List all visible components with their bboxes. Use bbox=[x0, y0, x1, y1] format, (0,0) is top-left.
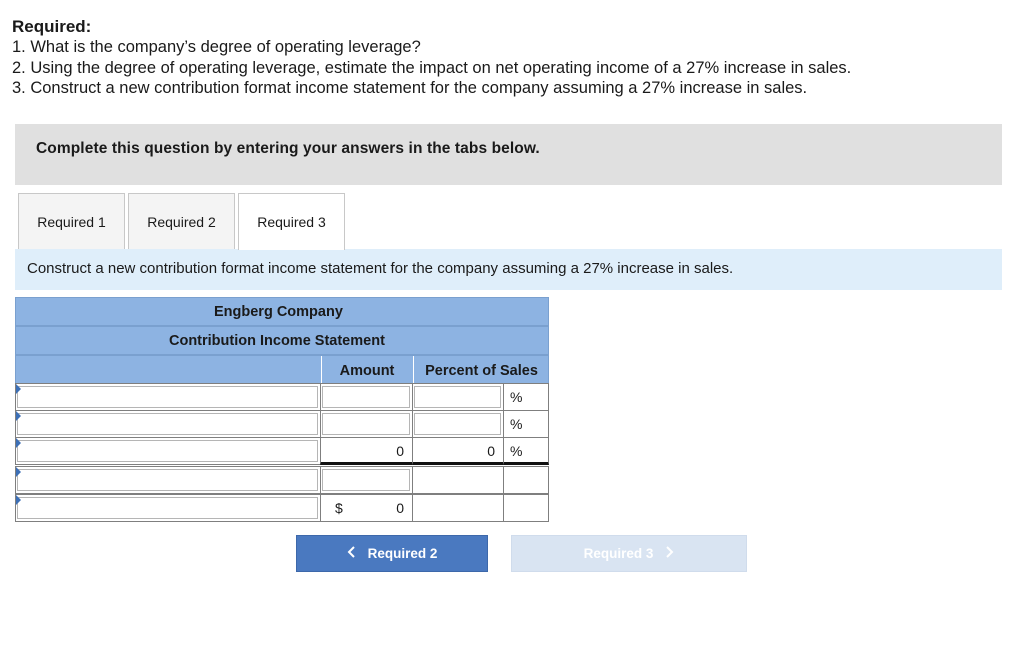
prev-required-2-button[interactable] bbox=[296, 535, 488, 572]
dropdown-flag-icon bbox=[16, 384, 21, 394]
percent-symbol bbox=[503, 466, 549, 494]
currency-symbol: $ bbox=[335, 500, 343, 516]
percent-value: 0 bbox=[412, 437, 504, 465]
company-name: Engberg Company bbox=[214, 304, 343, 320]
dropdown-flag-icon bbox=[16, 411, 21, 421]
percent-symbol: % bbox=[503, 383, 549, 411]
percent-cell bbox=[412, 494, 504, 522]
row-label-input[interactable] bbox=[15, 437, 321, 465]
statement-title-row bbox=[15, 326, 549, 355]
statement-title: Contribution Income Statement bbox=[169, 333, 385, 349]
tab-required-3[interactable]: Required 3 bbox=[238, 193, 345, 250]
requirement-2: 2. Using the degree of operating leverage, estimate the impact on net operating income of a 27% increase in sales. bbox=[12, 58, 852, 77]
table-row bbox=[15, 383, 549, 411]
table-row bbox=[15, 466, 549, 494]
tab-required-2[interactable]: Required 2 bbox=[128, 193, 235, 249]
dropdown-flag-icon bbox=[16, 495, 21, 505]
row-label-input[interactable] bbox=[15, 494, 321, 522]
amount-input[interactable] bbox=[320, 410, 413, 438]
instruction-text: Construct a new contribution format income statement for the company assuming a 27% increase in sales. bbox=[27, 260, 734, 277]
requirements-block bbox=[12, 16, 1012, 99]
next-required-3-button bbox=[511, 535, 747, 572]
chevron-right-icon bbox=[665, 546, 674, 561]
banner-text: Complete this question by entering your answers in the tabs below. bbox=[36, 140, 540, 157]
tab-required-1[interactable]: Required 1 bbox=[18, 193, 125, 249]
table-row bbox=[15, 437, 549, 465]
requirement-3: 3. Construct a new contribution format income statement for the company assuming a 27% increase in sales. bbox=[12, 79, 808, 97]
percent-symbol: % bbox=[503, 410, 549, 438]
tab-instruction bbox=[15, 249, 1002, 290]
chevron-left-icon bbox=[347, 546, 356, 561]
row-label-input[interactable] bbox=[15, 466, 321, 494]
percent-input[interactable] bbox=[412, 410, 504, 438]
instructions-banner bbox=[15, 124, 1002, 185]
amount-column-header: Amount bbox=[339, 362, 395, 379]
percent-symbol: % bbox=[503, 437, 549, 465]
requirements-title: Required: bbox=[12, 17, 92, 36]
amount-value: $ 0 bbox=[320, 494, 413, 522]
requirement-1: 1. What is the company’s degree of operating leverage? bbox=[12, 38, 421, 56]
column-header-row bbox=[15, 355, 549, 384]
amount-input[interactable] bbox=[320, 383, 413, 411]
percent-symbol bbox=[503, 494, 549, 522]
dropdown-flag-icon bbox=[16, 467, 21, 477]
percent-input[interactable] bbox=[412, 383, 504, 411]
percent-cell bbox=[412, 466, 504, 494]
table-row bbox=[15, 410, 549, 438]
percent-column-header: Percent of Sales bbox=[425, 362, 538, 379]
table-row bbox=[15, 494, 549, 522]
row-label-input[interactable] bbox=[15, 410, 321, 438]
amount-value: 0 bbox=[320, 437, 413, 465]
dropdown-flag-icon bbox=[16, 438, 21, 448]
next-button-label: Required 3 bbox=[583, 546, 654, 561]
company-header-row bbox=[15, 297, 549, 326]
amount-input[interactable] bbox=[320, 466, 413, 494]
row-label-input[interactable] bbox=[15, 383, 321, 411]
prev-button-label: Required 2 bbox=[367, 546, 438, 561]
